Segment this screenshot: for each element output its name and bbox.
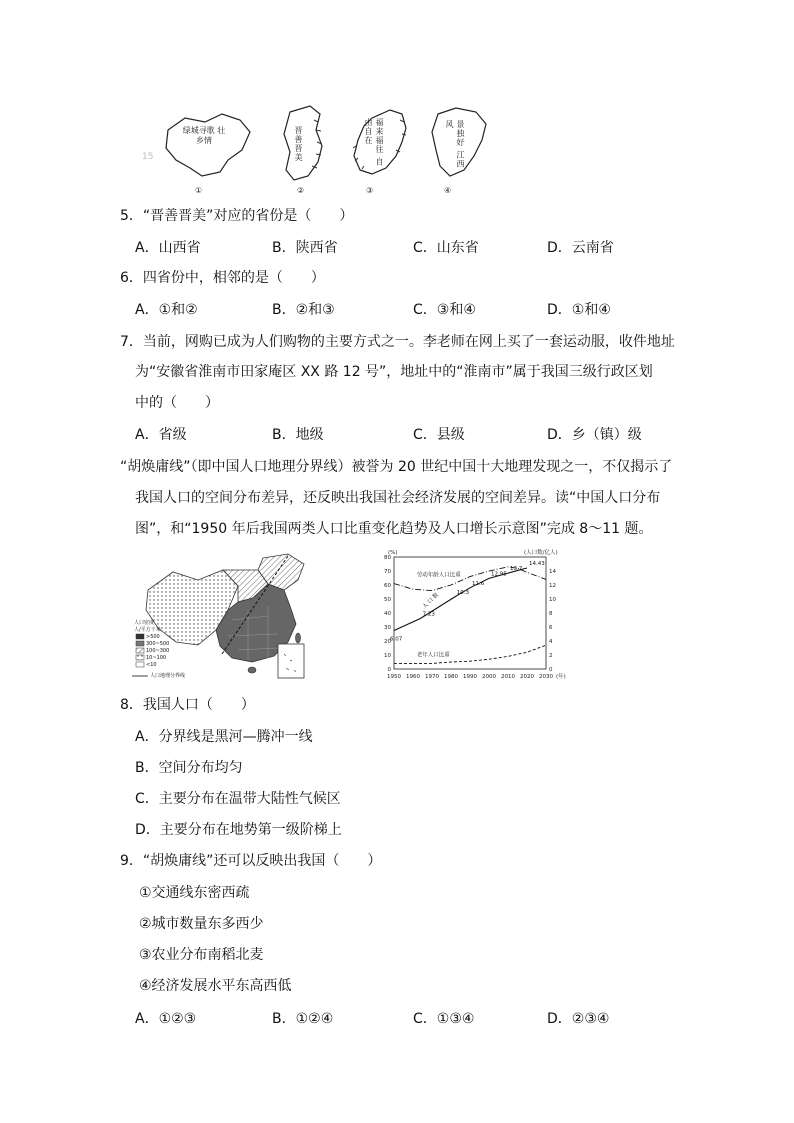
legend-class-5: <10 xyxy=(146,662,157,668)
q8-stem: 8．我国人口（ ） xyxy=(120,697,255,713)
q5-stem: 5．“晋善晋美”对应的省份是（ ） xyxy=(120,208,354,224)
left-tick-label: 30 xyxy=(384,625,391,631)
hainan-shape xyxy=(248,667,256,673)
x-tick-label: 1960 xyxy=(406,674,420,680)
q7-option-a: A．省级 xyxy=(135,427,187,443)
province-4-label: 景独好 江西风 xyxy=(445,120,465,169)
q5-option-a: A．山西省 xyxy=(135,240,201,256)
point-label: 7.23 xyxy=(422,611,435,618)
x-axis-unit: (年) xyxy=(556,674,566,680)
point-label: 13.7 xyxy=(510,566,523,573)
q6-stem: 6．四省份中，相邻的是（ ） xyxy=(120,270,325,286)
china-population-map xyxy=(128,550,320,688)
q7-option-d: D．乡（镇）级 xyxy=(547,427,642,443)
left-tick-label: 20 xyxy=(384,639,391,645)
series-label-population: 口 xyxy=(426,597,435,606)
x-tick-label: 1970 xyxy=(425,674,439,680)
q9-item-3: ③农业分布南稻北麦 xyxy=(139,947,264,963)
series-label-population: 人 xyxy=(421,602,430,611)
intro-line-3: 图”，和“1950 年后我国两类人口比重变化趋势及人口增长示意图”完成 8～11 题。 xyxy=(135,521,653,537)
x-tick-label: 1950 xyxy=(387,674,401,680)
q9-item-2: ②城市数量东多西少 xyxy=(139,916,264,932)
watermark: 15 xyxy=(142,152,154,162)
q9-option-a: A．①②③ xyxy=(135,1011,197,1027)
legend-class-1: >500 xyxy=(146,634,160,640)
q9-item-4: ④经济发展水平东高西低 xyxy=(139,978,292,994)
x-tick-label: 1990 xyxy=(463,674,477,680)
q5-option-b: B．陕西省 xyxy=(272,240,338,256)
province-4-num: ④ xyxy=(444,186,452,195)
right-tick-label: 4 xyxy=(549,639,553,645)
q5-option-c: C．山东省 xyxy=(413,240,479,256)
right-tick-label: 2 xyxy=(549,653,553,659)
right-axis-unit: (人口数/亿人) xyxy=(524,550,558,556)
right-tick-label: 0 xyxy=(549,667,553,673)
q9-option-c: C．①③④ xyxy=(413,1011,475,1027)
q7-option-c: C．县级 xyxy=(413,427,465,443)
point-label: 10.3 xyxy=(456,589,470,596)
left-tick-label: 40 xyxy=(384,611,391,617)
q6-option-c: C．③和④ xyxy=(413,302,476,318)
population-chart-svg xyxy=(372,545,572,685)
q7-line-2: 为“安徽省淮南市田家庵区 XX 路 12 号”，地址中的“淮南市”属于我国三级行政区划 xyxy=(135,364,653,380)
q9-option-d: D．②③④ xyxy=(547,1011,610,1027)
point-label: 14.43 xyxy=(529,560,545,567)
legend-class-4: 10~100 xyxy=(146,655,167,661)
x-tick-label: 2020 xyxy=(520,674,534,680)
point-label: 12.95 xyxy=(491,571,507,578)
series-label-elderly: 老年人口比重 xyxy=(416,652,450,659)
x-tick-label: 2010 xyxy=(501,674,515,680)
q6-option-a: A．①和② xyxy=(135,302,198,318)
q9-option-b: B．①②④ xyxy=(272,1011,334,1027)
series-line-1 xyxy=(394,567,546,591)
q7-line-3: 中的（ ） xyxy=(135,395,219,411)
left-tick-label: 60 xyxy=(384,583,391,589)
right-tick-label: 8 xyxy=(549,611,553,617)
province-3-label: 福来福往 自由自在 xyxy=(364,118,384,167)
q8-option-c: C．主要分布在温带大陆性气候区 xyxy=(135,791,341,807)
left-tick-label: 0 xyxy=(387,667,391,673)
intro-line-2: 我国人口的空间分布差异，还反映出我国社会经济发展的空间差异。读“中国人口分布 xyxy=(135,490,661,506)
right-tick-label: 12 xyxy=(549,583,556,589)
q5-option-d: D．云南省 xyxy=(547,240,614,256)
q9-item-1: ①交通线东密西疏 xyxy=(139,885,250,901)
right-tick-label: 10 xyxy=(549,597,556,603)
left-axis-unit: (%) xyxy=(388,550,398,556)
province-2-num: ② xyxy=(297,186,305,195)
left-tick-label: 80 xyxy=(384,555,391,561)
q8-option-a: A．分界线是黑河—腾冲一线 xyxy=(135,729,313,745)
q6-option-d: D．①和④ xyxy=(547,302,611,318)
population-chart xyxy=(372,545,572,685)
point-label: 6.07 xyxy=(390,636,403,643)
series-label-working-age: 劳动年龄人口比重 xyxy=(416,572,461,579)
right-tick-label: 14 xyxy=(549,569,556,575)
point-label: 11.6 xyxy=(472,580,485,587)
province-figure xyxy=(142,100,510,200)
province-2-label: 晋善晋美 xyxy=(294,126,303,162)
series-label-population: 数 xyxy=(431,592,440,601)
x-tick-label: 2000 xyxy=(482,674,496,680)
q9-stem: 9．“胡焕庸线”还可以反映出我国（ ） xyxy=(120,853,382,869)
intro-line-1: “胡焕庸线”（即中国人口地理分界线）被誉为 20 世纪中国十大地理发现之一，不仅揭示了 xyxy=(120,459,673,475)
south-sea-inset xyxy=(278,644,304,678)
x-tick-label: 2030 xyxy=(539,674,553,680)
legend-class-3: 100~300 xyxy=(146,648,170,654)
left-tick-label: 10 xyxy=(384,653,391,659)
taiwan-shape xyxy=(296,633,301,643)
legend-line-label: 人口地理分界线 xyxy=(150,673,186,679)
province-3-num: ③ xyxy=(366,186,374,195)
legend-unit: 人/平方千米 xyxy=(134,627,161,633)
legend-class-2: 300~500 xyxy=(146,641,170,647)
right-tick-label: 6 xyxy=(549,625,553,631)
x-tick-label: 1980 xyxy=(444,674,458,680)
q8-option-d: D．主要分布在地势第一级阶梯上 xyxy=(135,822,342,838)
q7-line-1: 7．当前，网购已成为人们购物的主要方式之一。李老师在网上买了一套运动服，收件地址 xyxy=(120,334,675,350)
left-tick-label: 70 xyxy=(384,569,391,575)
legend-title: 人口密度 xyxy=(134,620,155,626)
q6-option-b: B．②和③ xyxy=(272,302,335,318)
province-1-num: ① xyxy=(195,186,203,195)
left-tick-label: 50 xyxy=(384,597,391,603)
q8-option-b: B．空间分布均匀 xyxy=(135,760,243,776)
q7-option-b: B．地级 xyxy=(272,427,324,443)
province-1-label: 绿城寻歌 壮乡情 xyxy=(182,126,226,145)
